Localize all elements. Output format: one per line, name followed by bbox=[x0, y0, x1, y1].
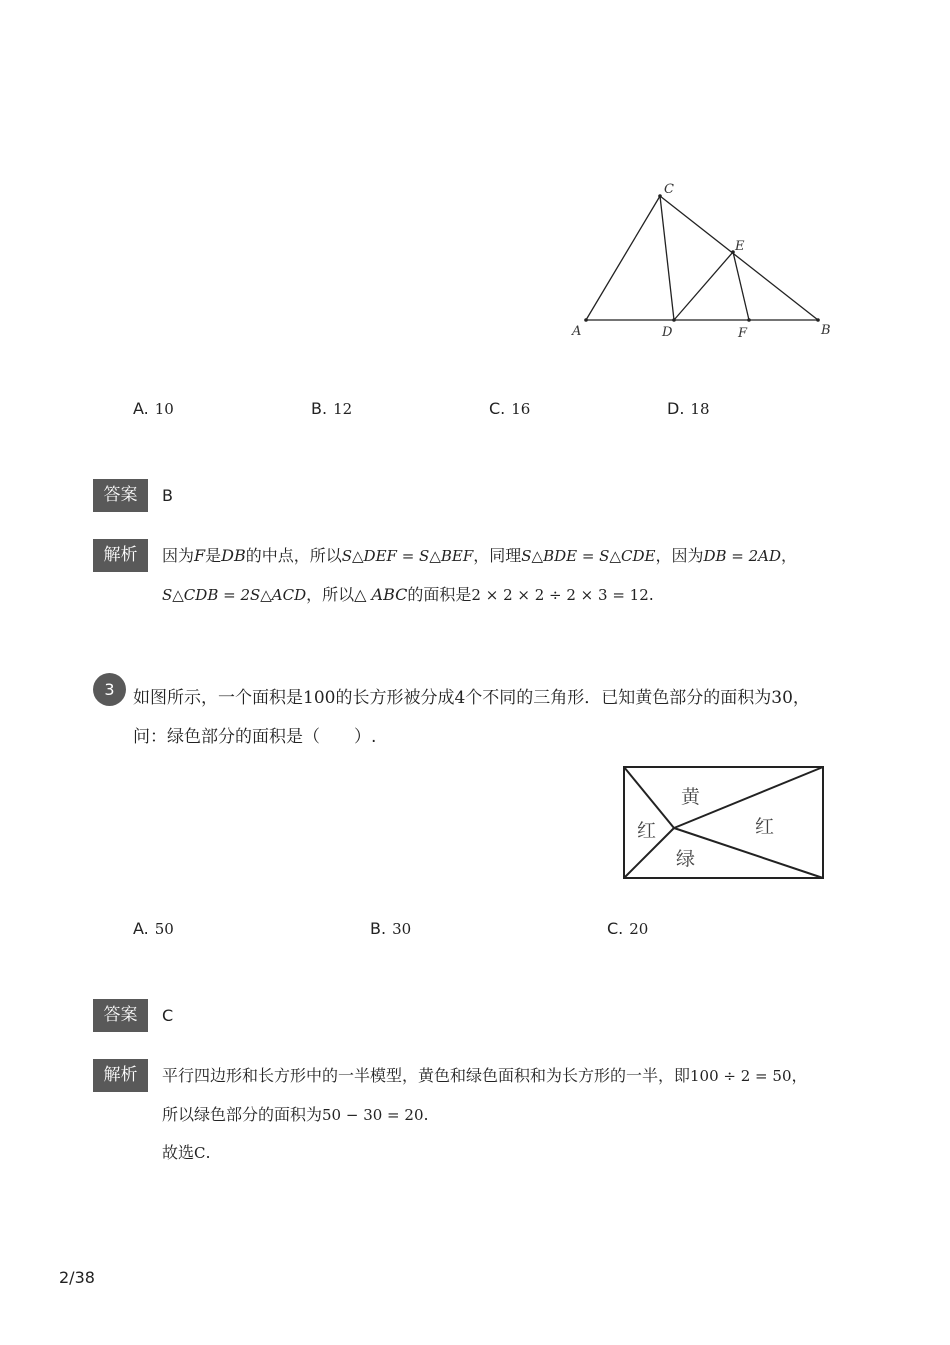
analysis-line-1: 因为F是DB的中点，所以S△DEF = S△BEF，同理S△BDE = S△CDE，因为DB = 2AD， bbox=[162, 546, 798, 565]
option-c[interactable] bbox=[489, 399, 530, 418]
yellow-label: 黄 bbox=[681, 786, 701, 808]
question-number: 3 bbox=[93, 673, 126, 706]
label-b: B bbox=[821, 323, 831, 338]
question-line-2: 问：绿色部分的面积是（ ）. bbox=[133, 727, 377, 747]
option-value: 12 bbox=[333, 400, 353, 418]
option-c[interactable] bbox=[607, 919, 648, 938]
option-value: 10 bbox=[154, 400, 174, 418]
answer-value: B bbox=[162, 486, 173, 505]
option-value: 30 bbox=[392, 920, 412, 938]
analysis-line-3: 故选C. bbox=[162, 1143, 211, 1162]
option-letter: A. bbox=[133, 399, 149, 418]
red-left-label: 红 bbox=[637, 820, 657, 842]
option-letter: B. bbox=[311, 399, 328, 418]
rectangle-figure bbox=[620, 762, 828, 882]
option-b[interactable] bbox=[311, 399, 352, 418]
green-label: 绿 bbox=[676, 848, 696, 870]
label-c: C bbox=[664, 182, 674, 197]
option-letter: C. bbox=[489, 399, 506, 418]
analysis-tag: 解析 bbox=[93, 539, 148, 572]
option-value: 18 bbox=[690, 400, 710, 418]
label-a: A bbox=[572, 324, 582, 339]
question-line-1: 如图所示，一个面积是100的长方形被分成4个不同的三角形．已知黄色部分的面积为30， bbox=[133, 688, 810, 708]
analysis-tag: 解析 bbox=[93, 1059, 148, 1092]
analysis-line-2: S△CDB = 2S△ACD，所以△ ABC的面积是2 × 2 × 2 ÷ 2 × 3 = 12. bbox=[162, 585, 654, 604]
triangle-figure bbox=[560, 175, 850, 345]
option-a[interactable] bbox=[133, 919, 174, 938]
option-letter: B. bbox=[370, 919, 387, 938]
option-value: 50 bbox=[154, 920, 174, 938]
option-b[interactable] bbox=[370, 919, 411, 938]
label-e: E bbox=[735, 239, 745, 254]
option-d[interactable] bbox=[667, 399, 710, 418]
option-a[interactable] bbox=[133, 399, 174, 418]
option-letter: D. bbox=[667, 399, 685, 418]
label-d: D bbox=[662, 325, 673, 340]
label-f: F bbox=[738, 326, 748, 341]
option-letter: C. bbox=[607, 919, 624, 938]
page-number: 2/38 bbox=[59, 1268, 95, 1287]
answer-tag: 答案 bbox=[93, 479, 148, 512]
analysis-line-1: 平行四边形和长方形中的一半模型，黄色和绿色面积和为长方形的一半，即100 ÷ 2 = 50， bbox=[162, 1066, 808, 1085]
answer-tag: 答案 bbox=[93, 999, 148, 1032]
option-letter: A. bbox=[133, 919, 149, 938]
option-value: 20 bbox=[629, 920, 649, 938]
answer-value: C bbox=[162, 1006, 174, 1025]
option-value: 16 bbox=[511, 400, 531, 418]
analysis-line-2: 所以绿色部分的面积为50 − 30 = 20. bbox=[162, 1105, 429, 1124]
red-right-label: 红 bbox=[755, 816, 775, 838]
